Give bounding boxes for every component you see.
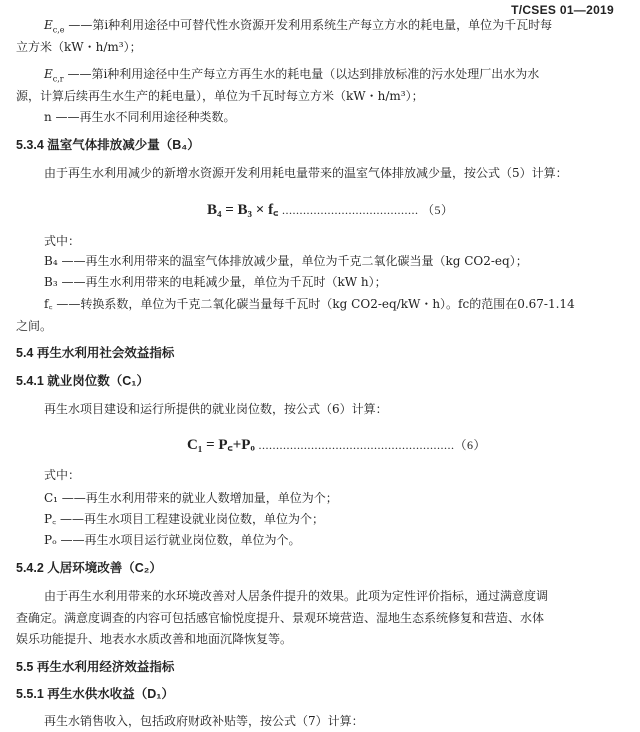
section-541-intro: 再生水项目建设和运行所提供的就业岗位数，按公式（6）计算：: [44, 402, 388, 416]
formula-6: C₁ = P꜀+Pₒ ........................................................（6）: [187, 437, 487, 453]
where-label-2: 式中：: [44, 468, 81, 482]
def-b3: B₃ ——再生水利用带来的电耗减少量，单位为千瓦时（kW h）；: [44, 275, 387, 289]
section-title-5-4: 5.4 再生水利用社会效益指标: [16, 346, 175, 360]
section-title-5-4-1: 5.4.1 就业岗位数（C₁）: [16, 374, 149, 388]
document-code: T/CSES 01—2019: [511, 3, 614, 17]
where-label: 式中：: [44, 234, 81, 248]
def-e-ci: $E_{c,e}$ ——第i种利用途径中可替代性水资源开发利用系统生产每立方水的耗电量，单位为千瓦时每: [44, 18, 553, 35]
def-c1: C₁ ——再生水利用带来的就业人数增加量，单位为个；: [44, 491, 338, 505]
section-542-p3: 娱乐功能提升、地表水水质改善和地面沉降恢复等。: [16, 632, 293, 646]
section-title-5-5-1: 5.5.1 再生水供水收益（D₁）: [16, 687, 174, 701]
def-po: Pₒ ——再生水项目运行就业岗位数，单位为个。: [44, 533, 301, 547]
section-551-intro: 再生水销售收入，包括政府财政补贴等，按公式（7）计算：: [44, 714, 364, 728]
section-542-p2: 查确定。满意度调查的内容可包括感官愉悦度提升、景观环境营造、湿地生态系统修复和营造、水体: [16, 611, 545, 625]
formula-5: B₄ = B₃ × f꜀ ....................................... （5）: [207, 202, 454, 218]
def-pc: P꜀ ——再生水项目工程建设就业岗位数，单位为个；: [44, 512, 325, 526]
section-542-p1: 由于再生水利用带来的水环境改善对人居条件提升的效果。此项为定性评价指标，通过满意度调: [44, 589, 549, 603]
section-title-5-4-2: 5.4.2 人居环境改善（C₂）: [16, 561, 162, 575]
section-title-5-5: 5.5 再生水利用经济效益指标: [16, 660, 175, 674]
def-e-cr-cont: 源，计算后续再生水生产的耗电量），单位为千瓦时每立方米（kW・h/m³）；: [16, 89, 424, 103]
section-title-5-3-4: 5.3.4 温室气体排放减少量（B₄）: [16, 138, 200, 152]
def-fc: f꜀ ——转换系数，单位为千克二氧化碳当量每千瓦时（kg CO2-eq/kW・h）。fc的范围在0.67-1.14: [44, 297, 575, 311]
def-e-cr: $E_{c,r}$ ——第i种利用途径中生产每立方再生水的耗电量（以达到排放标准的污水处理厂出水为水: [44, 67, 540, 84]
def-b4: B₄ ——再生水利用带来的温室气体排放减少量，单位为千克二氧化碳当量（kg CO2-eq）；: [44, 254, 528, 268]
def-e-ci-cont: 立方米（kW・h/m³）；: [16, 40, 142, 54]
def-fc-cont: 之间。: [16, 319, 53, 333]
section-534-intro: 由于再生水利用减少的新增水资源开发利用耗电量带来的温室气体排放减少量，按公式（5）计算：: [44, 166, 568, 180]
def-n: n ——再生水不同利用途径种类数。: [44, 110, 236, 124]
